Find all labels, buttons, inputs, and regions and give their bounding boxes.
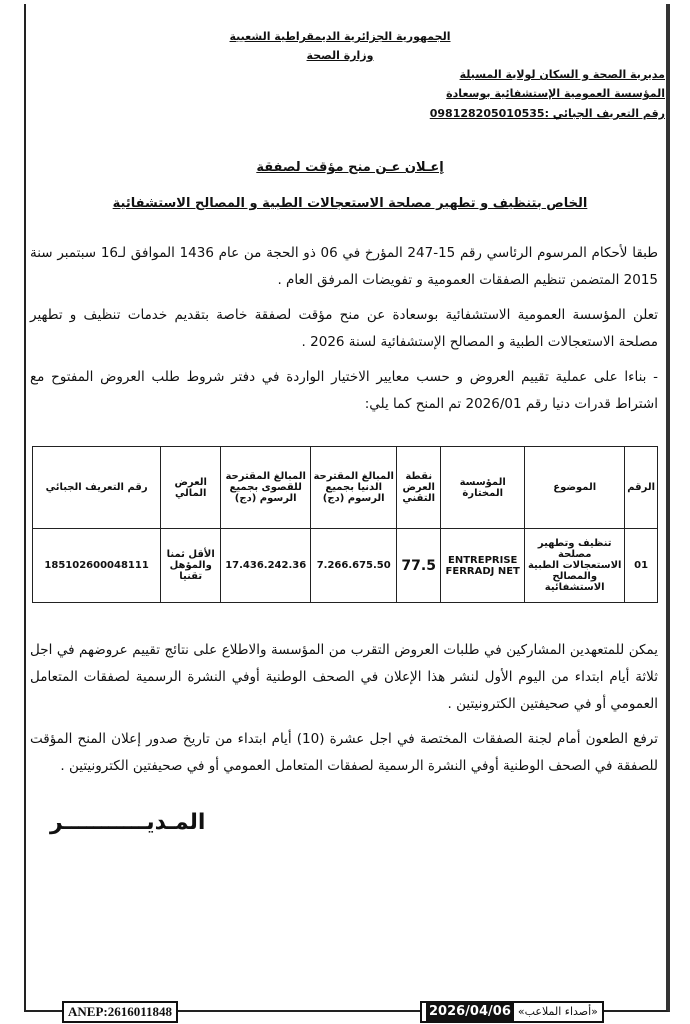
col-header-score: نقطة العرض التقني	[397, 447, 441, 529]
paragraph-consultation: يمكن للمتعهدين المشاركين في طلبات العروض التقرب من المؤسسة والاطلاع على نتائج تقييم عروضهم في اجل ثلاثة أيام ابتداء من اليوم الأول لنشر هذا الإعلان في الصحف الوطنية أوفي النشرة الرسمية لصفقات المتعامل العمومي أو في صحيفتين الكترونيتين .	[30, 642, 658, 712]
document-body	[30, 240, 658, 835]
cell-max-amount: 17.436.242.36	[221, 529, 311, 603]
col-header-company: المؤسسة المختارة	[441, 447, 525, 529]
title-line1: إعـلان عـن منح مؤقت لصفقة	[256, 160, 444, 175]
institution: المؤسسة العمومية الإستشفائية بوسعادة	[446, 87, 665, 100]
paragraph-appeals: ترفع الطعون أمام لجنة الصفقات المختصة في اجل عشرة (10) أيام ابتداء من تاريخ صدور إعلان المنح المؤقت للصفقة في الصحف الوطنية أوفي النشرة الرسمية لصفقات المتعامل العمومي أو في صحيفتين الكترونيتين .	[30, 731, 659, 774]
col-header-max-amount: المبالغ المقترحة للقصوى بجميع الرسوم (دج)	[221, 447, 311, 529]
cell-company: ENTREPRISE FERRADJ NET	[441, 529, 525, 603]
cell-score: 77.5	[397, 529, 441, 603]
publication-box	[420, 1001, 604, 1023]
cell-financial-offer: الأقل ثمنا والمؤهل تقنيا	[161, 529, 221, 603]
cell-min-amount: 7.266.675.50	[311, 529, 397, 603]
newspaper-name: «أصداء الملاعب»	[517, 1005, 598, 1018]
col-header-min-amount: المبالغ المقترحة الدنيا بجميع الرسوم (دج)	[311, 447, 397, 529]
col-header-tax-id: رقم التعريف الجبائي	[33, 447, 161, 529]
cell-tax-id: 185102600048111	[33, 529, 161, 603]
anep-reference: ANEP:2616011848	[62, 1001, 178, 1023]
col-header-number: الرقم	[625, 447, 658, 529]
cell-number: 01	[625, 529, 658, 603]
award-table	[32, 446, 658, 603]
cell-subject: تنظيف وتطهير مصلحة الاستعجالات الطبية والمصالح الاستشفائية	[525, 529, 625, 603]
table-row	[33, 529, 658, 603]
republic-heading: الجمهورية الجزائرية الديمقراطية الشعبية	[229, 30, 451, 43]
paragraph-evaluation: - بناءا على عملية تقييم العروض و حسب معايير الاختيار الواردة في دفتر شروط طلب العروض المفتوح مع اشتراط قدرات دنيا رقم 2026/01 تم المنح كما يلي:	[30, 369, 658, 412]
director-signature: المـديـــــــــــر	[50, 810, 206, 835]
publication-date: 2026/04/06	[426, 1003, 514, 1021]
ministry-heading: وزارة الصحة	[306, 49, 374, 62]
paragraph-announcement: تعلن المؤسسة العمومية الاستشفائية بوسعادة عن منح مؤقت لصفقة خاصة بتقديم خدمات تنظيف و تطهير مصلحة الاستعجالات الطبية و المصالح الإستشفائية لسنة 2026 .	[30, 307, 658, 350]
tax-id: رقم التعريف الجبائي :098128205010535	[429, 107, 665, 120]
table-header-row	[33, 447, 658, 529]
col-header-financial-offer: العرض المالي	[161, 447, 221, 529]
title-line2: الخاص بتنظيف و تطهير مصلحة الاستعجالات الطبية و المصالح الاستشفائية	[112, 196, 588, 211]
col-header-subject: الموضوع	[525, 447, 625, 529]
paragraph-legal-basis: طبقا لأحكام المرسوم الرئاسي رقم 15-247 المؤرخ في 06 ذو الحجة من عام 1436 الموافق لـ16 سبتمبر سنة 2015 المتضمن تنظيم الصفقات العمومية و تفويضات المرفق العام .	[30, 245, 658, 288]
directorate: مديرية الصحة و السكان لولاية المسيلة	[459, 68, 665, 81]
